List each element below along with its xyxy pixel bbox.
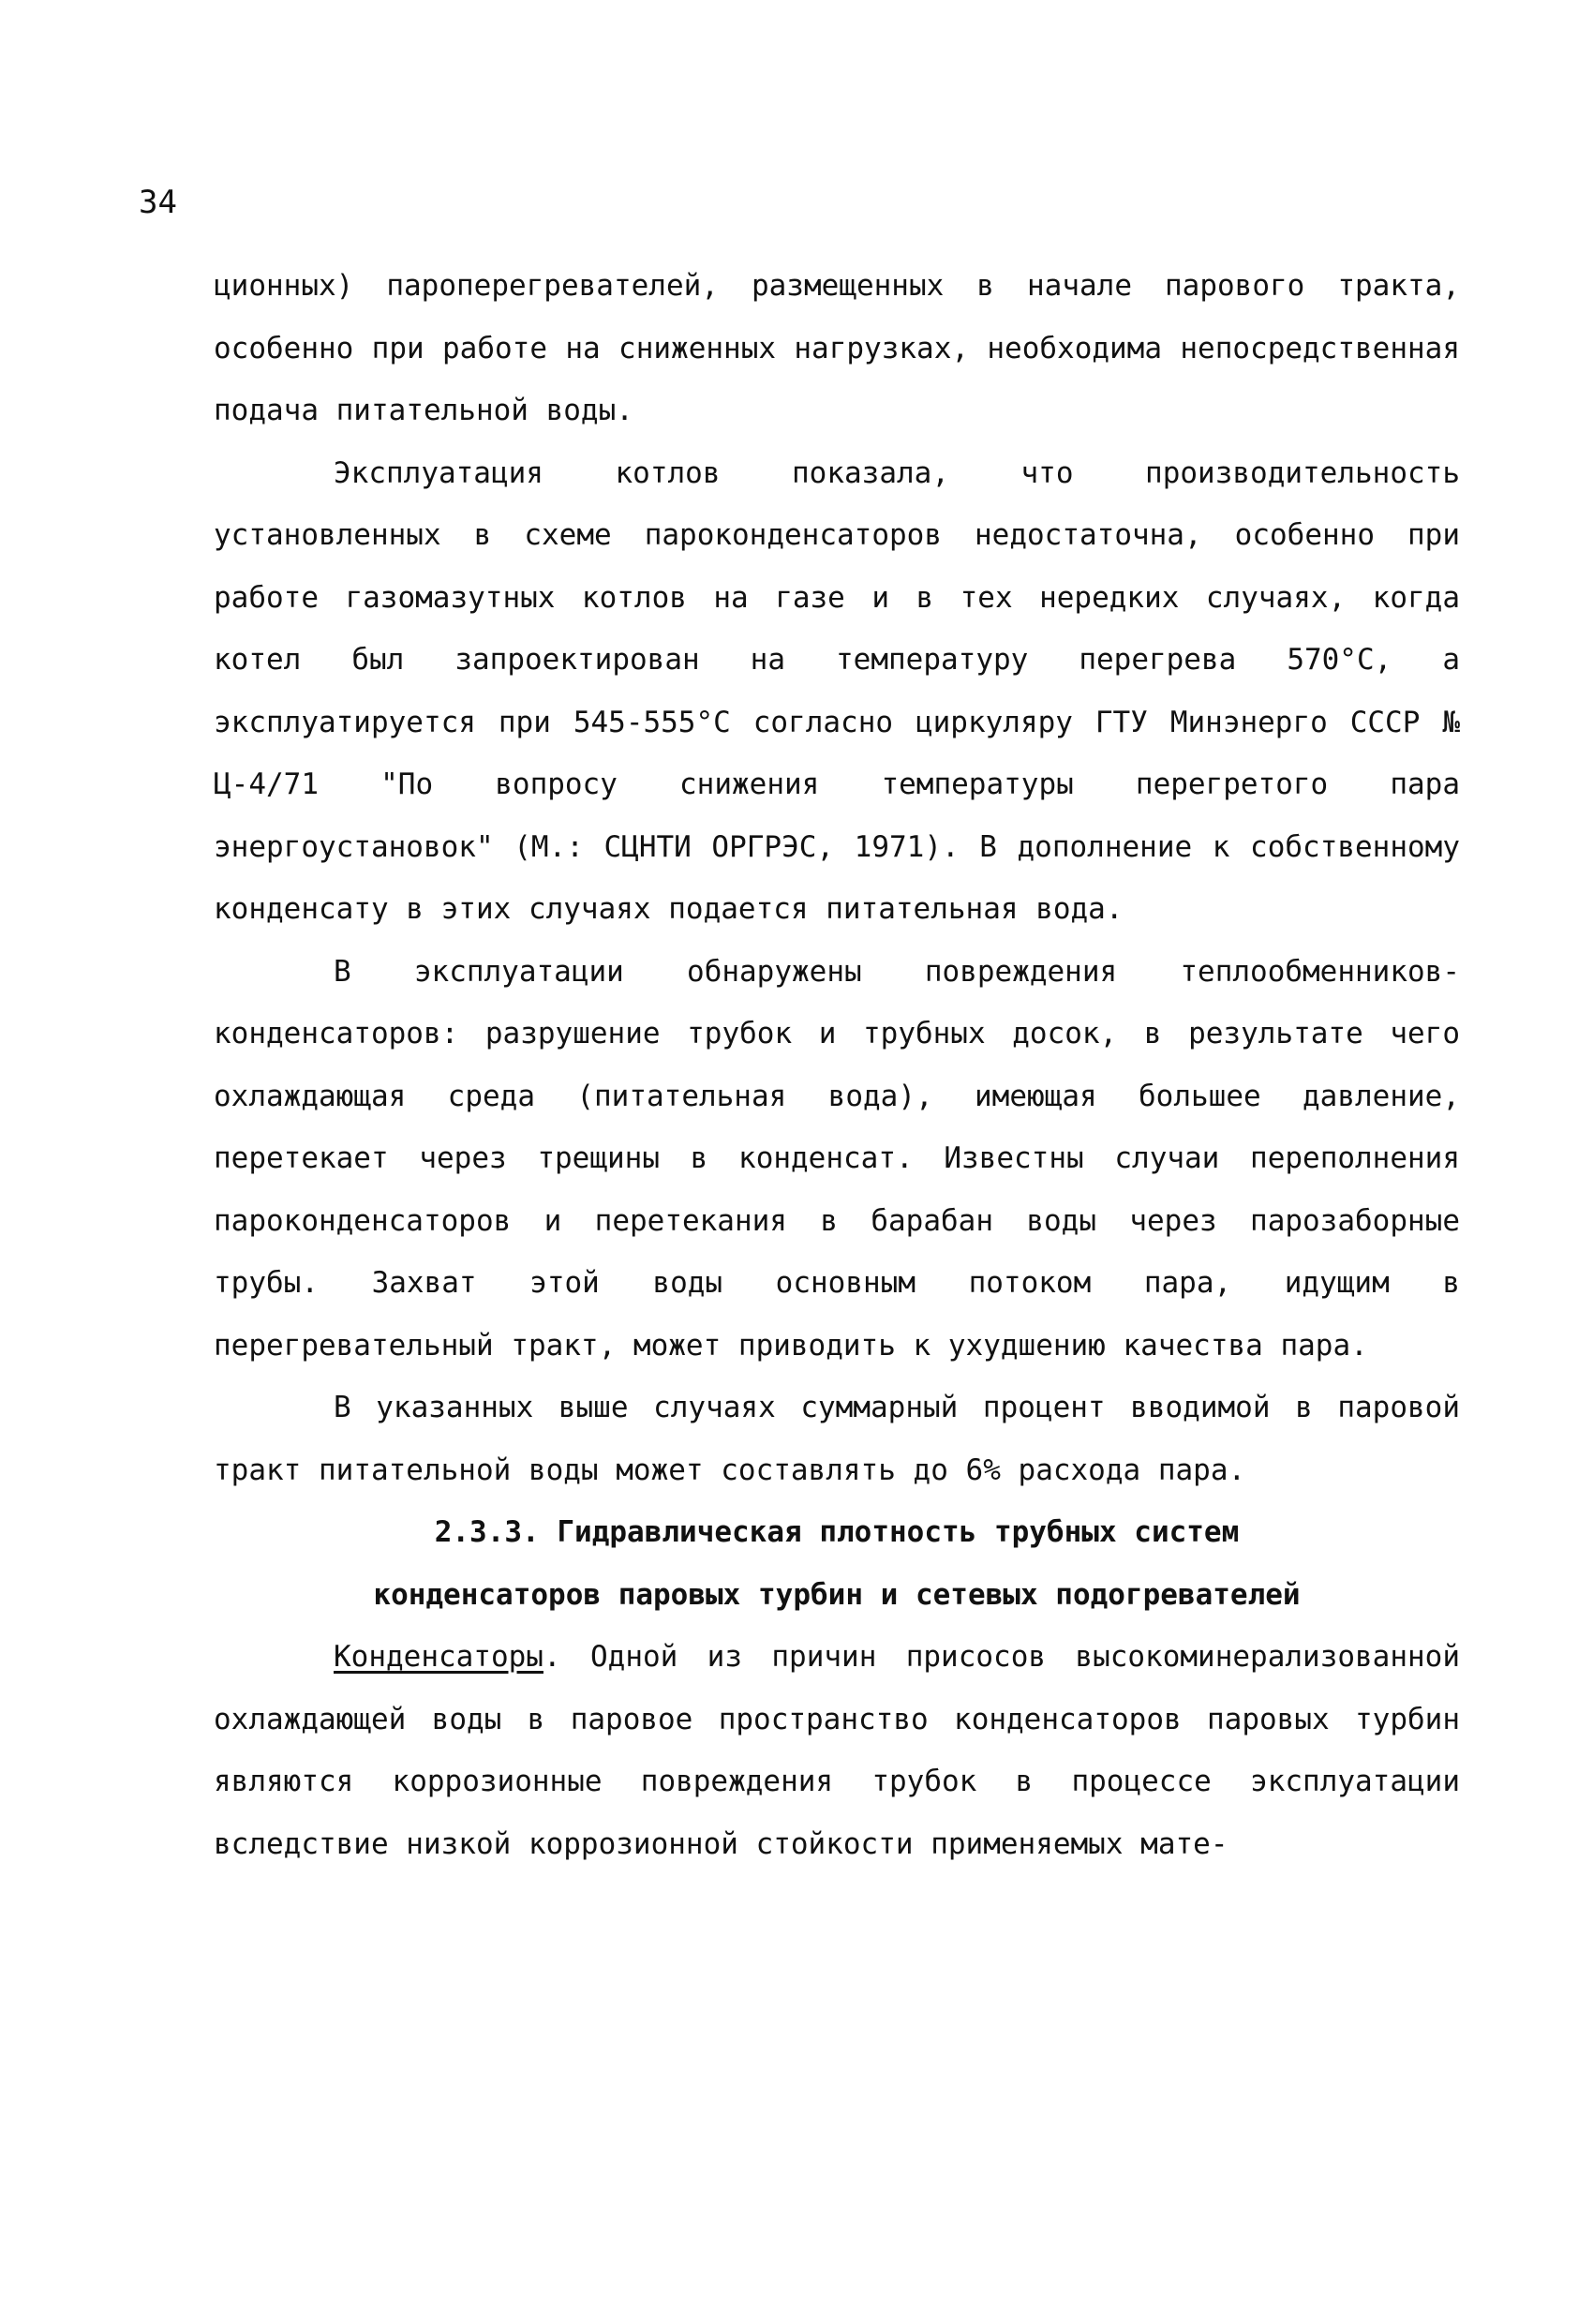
paragraph-condensers xyxy=(214,1626,1460,1875)
section-heading: 2.3.3. Гидравлическая плотность трубных систем конденсаторов паровых турбин и сетевых подогревателей xyxy=(373,1515,1301,1612)
page-number: 34 xyxy=(139,184,177,221)
paragraph-operation: Эксплуатация котлов показала, что производительность установленных в схеме пароконденсаторов недостаточна, особенно при работе газомазутных котлов на газе и в тех нередких случаях, когда котел был запроектирован на температуру перегрева 570°С, а эксплуатируется при 545-555°С согласно циркуляру ГТУ Минэнерго СССР № Ц-4/71 "По вопросу снижения температуры перегретого пара энергоустановок" (М.: СЦНТИ ОРГРЭС, 1971). В дополнение к собственному конденсату в этих случаях подается питательная вода. xyxy=(214,455,1460,926)
paragraph-continuation: ционных) пароперегревателей, размещенных в начале парового тракта, особенно при работе на сниженных нагрузках, необходима непосредственная подача питательной воды. xyxy=(214,269,1460,427)
paragraph-feedwater-percent: В указанных выше случаях суммарный процент вводимой в паровой тракт питательной воды может составлять до 6% расхода пара. xyxy=(214,1391,1460,1487)
paragraph-damage: В эксплуатации обнаружены повреждения теплообменников-конденсаторов: разрушение трубок и трубных досок, в результате чего охлаждающая среда (питательная вода), имеющая большее давление, перетекает через трещины в конденсат. Известны случаи переполнения пароконденсаторов и перетекания в барабан воды через парозаборные трубы. Захват этой воды основным потоком пара, идущим в перегревательный тракт, может приводить к ухудшению качества пара. xyxy=(214,954,1460,1363)
body-text xyxy=(214,255,1460,1875)
condensers-text: . Одной из причин присосов высокоминерализованной охлаждающей воды в паровое пространство конденсаторов паровых турбин являются коррозионные повреждения трубок в процессе эксплуатации вследствие низкой коррозионной стойкости применяемых мате- xyxy=(214,1640,1460,1861)
condensers-lead: Конденсаторы xyxy=(334,1640,543,1674)
